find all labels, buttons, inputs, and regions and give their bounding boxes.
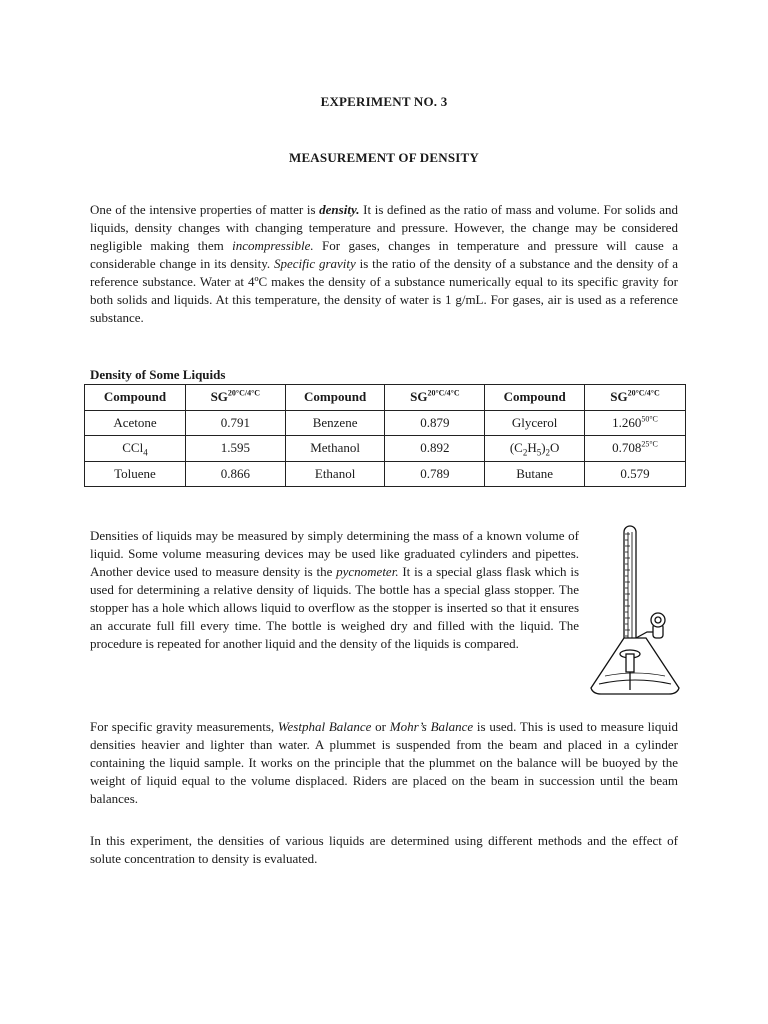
experiment-number: EXPERIMENT NO. 3	[320, 94, 448, 109]
sg-cell: 0.579	[585, 461, 686, 487]
column-header-compound: Compound	[285, 385, 385, 411]
term-pycnometer: pycnometer.	[336, 564, 399, 579]
intro-text-2: It is defined as the ratio of mass and volume. For solids and liquids, density changes with changing temperature and pressure. However, the change may be considered negligible making them	[90, 202, 679, 253]
compound-cell: Toluene	[85, 461, 186, 487]
compound-cell: Methanol	[285, 436, 385, 462]
intro-text-4: is the ratio of the density of a substance and the density of a reference substance. Water at 4ºC makes the density of a substance numerically equal to its specific gravity for both solids and liquids. At this temperature, the density of water is 1 g/mL. For gases, air is used as a reference substance.	[90, 256, 678, 325]
page-title: MEASUREMENT OF DENSITY	[288, 150, 480, 165]
sg-cell: $1.260^{50^\circ C}$	[585, 410, 686, 436]
sg-cell: $0.708^{25^\circ C}$	[585, 436, 686, 462]
term-westphal-balance: Westphal Balance	[277, 719, 372, 734]
term-specific-gravity: Specific gravity	[274, 256, 356, 271]
pycnometer-text-1: Densities of liquids may be measured by simply determining the mass of a known volume of liquid. Some volume measuring devices may be used like graduated cylinders and pipettes. Another device used to measure density is the	[90, 528, 579, 579]
term-incompressible: incompressible.	[232, 238, 314, 253]
westphal-text-2: is used. This is used to measure liquid densities heavier and lighter than water. A plummet is suspended from the beam and placed in a cylinder containing the liquid sample. It works on the principle that the plummet on the balance will be buoyed by the weight of liquid equal to the volume displaced. Riders are placed on the beam in succession until the beam balances.	[90, 719, 678, 806]
westphal-text-1: For specific gravity measurements,	[90, 719, 278, 734]
compound-cell: CCl$_4$	[85, 436, 186, 462]
column-header-sg: $SG^{20^\circ C/4^\circ C}$	[185, 385, 285, 411]
column-header-compound: Compound	[85, 385, 186, 411]
sg-cell: 0.866	[185, 461, 285, 487]
westphal-text-or: or	[371, 719, 390, 734]
pycnometer-paragraph	[90, 527, 579, 653]
sg-cell: 0.892	[385, 436, 485, 462]
table-header-row	[85, 385, 686, 411]
intro-text-1: One of the intensive properties of matter is	[90, 202, 320, 217]
conclusion-paragraph: In this experiment, the densities of various liquids are determined using different methods and the effect of solute concentration to density is evaluated.	[90, 833, 678, 866]
term-density: density.	[319, 202, 360, 217]
table-caption: Density of Some Liquids	[90, 367, 226, 382]
compound-cell: Acetone	[85, 410, 186, 436]
compound-cell: Butane	[485, 461, 585, 487]
compound-cell: Glycerol	[485, 410, 585, 436]
table-row	[85, 461, 686, 487]
column-header-sg: $SG^{20^\circ C/4^\circ C}$	[385, 385, 485, 411]
column-header-sg: $SG^{20^\circ C/4^\circ C}$	[585, 385, 686, 411]
westphal-paragraph	[90, 718, 678, 808]
sg-cell: 0.791	[185, 410, 285, 436]
sg-cell: 1.595	[185, 436, 285, 462]
compound-cell: $(C_2H_5)_2O$	[485, 436, 585, 462]
pycnometer-text-2: It is a special glass flask which is used for determining a relative density of liquids. The bottle has a special glass stopper. The stopper has a hole which allows liquid to overflow as the stopper is inserted so that it ensures an accurate full fill every time. The bottle is weighed dry and filled with the liquid. The procedure is repeated for another liquid and the density of the liquids is compared.	[90, 564, 579, 651]
pycnometer-illustration	[583, 520, 693, 700]
compound-cell: Ethanol	[285, 461, 385, 487]
table-row	[85, 436, 686, 462]
density-table	[84, 384, 686, 487]
compound-cell: Benzene	[285, 410, 385, 436]
intro-text-3: For gases, changes in temperature and pressure will cause a considerable change in its density.	[90, 238, 678, 271]
term-mohrs-balance: Mohr’s Balance	[389, 719, 474, 734]
table-row	[85, 410, 686, 436]
column-header-compound: Compound	[485, 385, 585, 411]
sg-cell: 0.879	[385, 410, 485, 436]
intro-paragraph	[90, 201, 678, 327]
sg-cell: 0.789	[385, 461, 485, 487]
